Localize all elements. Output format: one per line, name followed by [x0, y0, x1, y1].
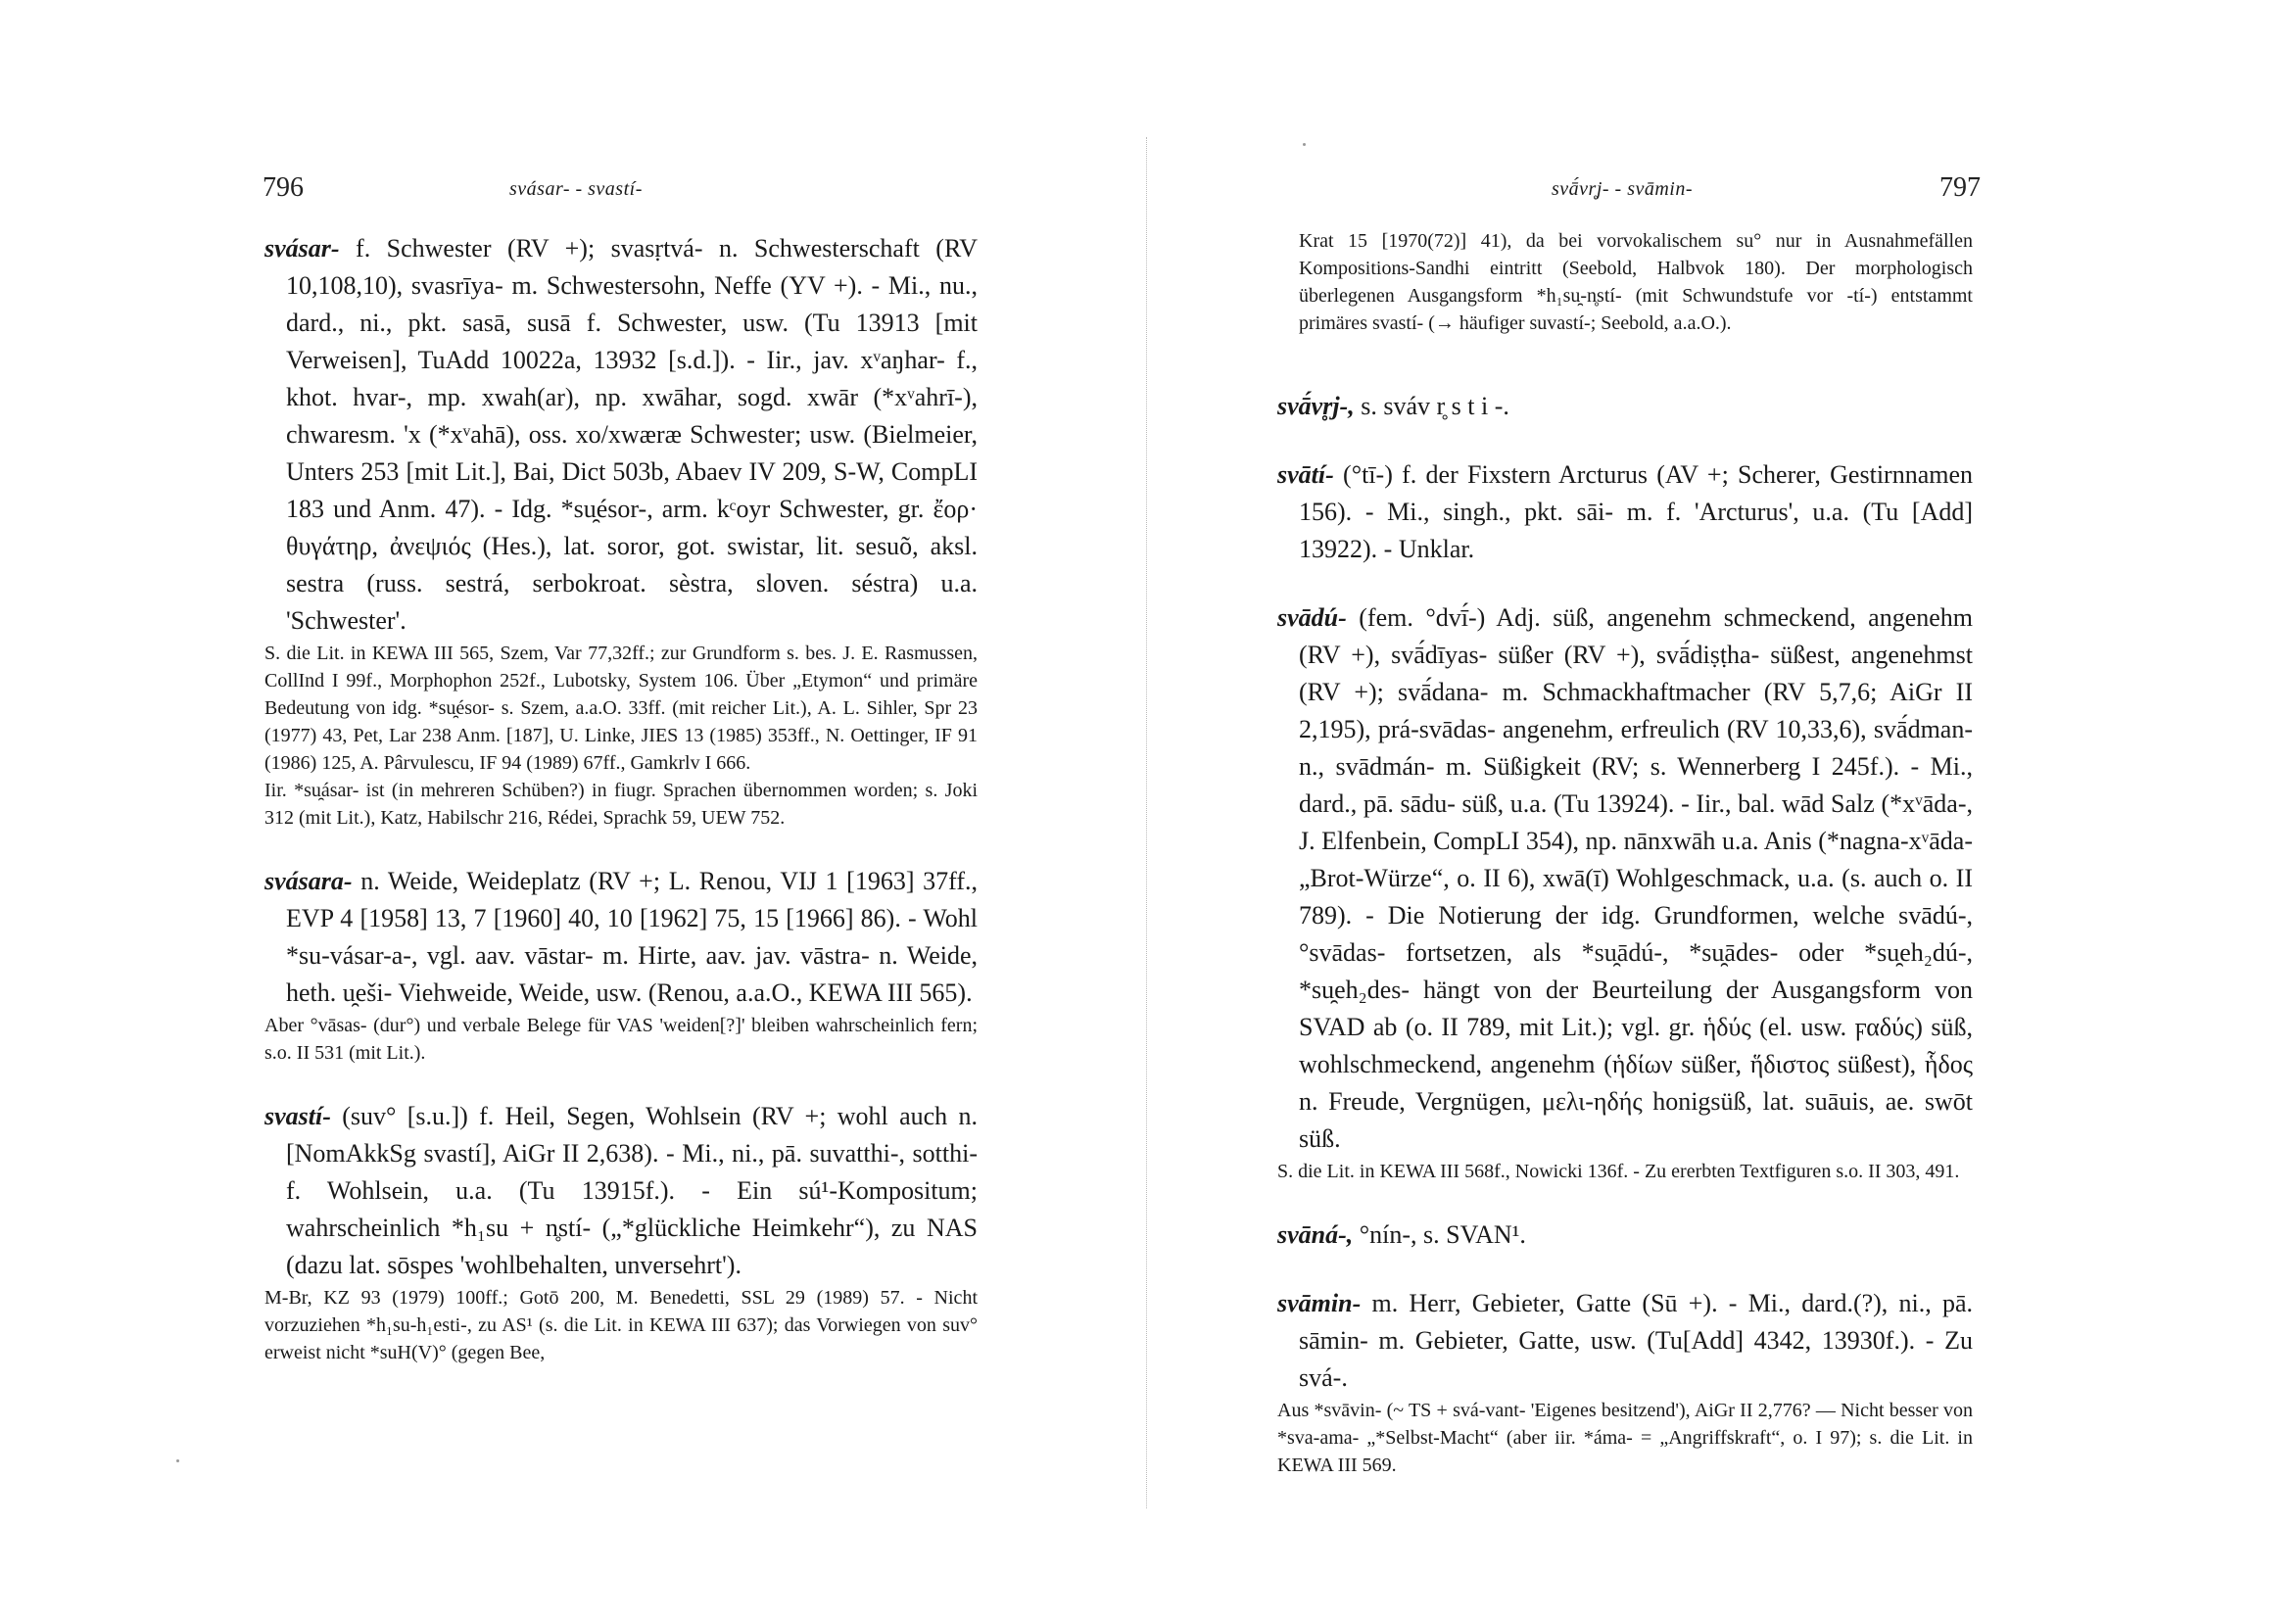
dictionary-entry	[1277, 1216, 1973, 1254]
right-page	[1160, 0, 2296, 1622]
dictionary-entry	[264, 863, 978, 1067]
headword: svātí-	[1277, 460, 1334, 489]
entry-body: °nín-, s. SVAN¹.	[1359, 1220, 1526, 1249]
entry-note: M-Br, KZ 93 (1979) 100ff.; Gotō 200, M. Benedetti, SSL 29 (1989) 57. - Nicht vorzuziehen *h₁su-h₁esti-, zu AS¹ (s. die Lit. in KEWA III 637); das Vorwiegen von suv° erweist nicht *suH(V)° (gegen Bee,	[264, 1287, 978, 1363]
entry-note: S. die Lit. in KEWA III 565, Szem, Var 77,32ff.; zur Grundform s. bes. J. E. Rasmussen, CollInd I 99f., Morphophon 252f., Lubotsky, System 106. Über „Etymon“ und primäre Bedeutung von idg. *su̯ésor- s. Szem, a.a.O. 33ff. (mit reicher Lit.), A. L. Sihler, Spr 23 (1977) 43, Pet, Lar 238 Anm. [187], U. Linke, JIES 13 (1985) 353ff., N. Oettinger, IF 91 (1986) 125, A. Pârvulescu, IF 94 (1989) 67ff., Gamkrlv I 666.	[264, 643, 978, 774]
dictionary-entry	[1277, 1285, 1973, 1479]
dictionary-entry	[1277, 388, 1973, 425]
dictionary-entry	[1277, 599, 1973, 1185]
headword: svásara-	[264, 867, 353, 895]
page-number: 797	[1939, 172, 1981, 203]
entry-body: (fem. °dvī́-) Adj. süß, angenehm schmeckend, angenehm (RV +), svā́dīyas- süßer (RV +), svā́diṣṭha- süßest, angenehmst (RV +); svā́dana- m. Schmackhaftmacher (RV 5,7,6; AiGr II 2,195), prá-svādas- angenehm, erfreulich (RV 10,33,6), svā́dman- n., svādmán- m. Süßigkeit (RV; s. Wennerberg I 245f.). - Mi., dard., pā. sādu- süß, u.a. (Tu 13924). - Iir., bal. wād Salz (*xᵛāda-, J. Elfenbein, CompLI 354), np. nānxwāh u.a. Anis (*nagna-xᵛāda- „Brot-Würze“, o. II 6), xwā(ī) Wohlgeschmack, u.a. (s. auch o. II 789). - Die Notierung der idg. Grundformen, welche svādú-, °svādas- fortsetzen, als *su̯ādú-, *su̯ādes- oder *su̯eh₂dú-, *su̯eh₂des- hängt von der Beurteilung der Ausgangsform von SVAD ab (o. II 789, mit Lit.); vgl. gr. ἡδύς (el. usw. ϝαδύς) süß, wohlschmeckend, angenehm (ἡδίων süßer, ἥδιστος süßest), ἧδος n. Freude, Vergnügen, μελι-ηδής honigsüß, lat. suāuis, ae. swōt süß.	[1299, 603, 1974, 1153]
entry-body: (°tī-) f. der Fixstern Arcturus (AV +; Scherer, Gestirnnamen 156). - Mi., singh., pkt. sāi- m. f. 'Arcturus', u.a. (Tu [Add] 13922). - Unklar.	[1299, 460, 1974, 563]
entry-body: (suv° [s.u.]) f. Heil, Segen, Wohlsein (RV +; wohl auch n. [NomAkkSg svastí], AiGr II 2,638). - Mi., ni., pā. suvatthi-, sotthi- f. Wohlsein, u.a. (Tu 13915f.). - Ein sú¹-Kompositum; wahrscheinlich *h₁su + n̥stí- („*glückliche Heimkehr“), zu NAS (dazu lat. sōspes 'wohlbehalten, unversehrt').	[286, 1102, 978, 1279]
running-header: svásar- - svastí-	[509, 178, 643, 200]
dictionary-entry	[264, 1098, 978, 1366]
entry-note: Aus *svāvin- (~ TS + svá-vant- 'Eigenes besitzend'), AiGr II 2,776? — Nicht besser von *sva-ama- „*Selbst-Macht“ (aber iir. *áma- = „Angriffskraft“, o. I 97); s. die Lit. in KEWA III 569.	[1277, 1400, 1973, 1476]
headword: svāmin-	[1277, 1289, 1362, 1317]
entry-body: s. sváv r̥ s t i -.	[1361, 392, 1509, 420]
entry-body: f. Schwester (RV +); svasṛtvá- n. Schwesterschaft (RV 10,108,10), svasrīya- m. Schwestersohn, Neffe (YV +). - Mi., nu., dard., ni., pkt. sasā, susā f. Schwester, usw. (Tu 13913 [mit Verweisen], TuAdd 10022a, 13932 [s.d.]). - Iir., jav. xᵛaŋhar- f., khot. hvar-, mp. xwah(ar), np. xwāhar, sogd. xwār (*xᵛahrī-), chwaresm. 'x (*xᵛahā), oss. xo/xwæræ Schwester; usw. (Bielmeier, Unters 253 [mit Lit.], Bai, Dict 503b, Abaev IV 209, S-W, CompLI 183 und Anm. 47). - Idg. *su̯ésor-, arm. kᶜoyr Schwester, gr. ἔορ· θυγάτηρ, ἀνεψιός (Hes.), lat. soror, got. swistar, lit. sesuõ, aksl. sestra (russ. sestrá, serbokroat. sèstra, sloven. séstra) u.a. 'Schwester'.	[286, 234, 979, 635]
page-number: 796	[263, 172, 304, 203]
headword: svādú-	[1277, 603, 1347, 632]
entry-body: m. Herr, Gebieter, Gatte (Sū +). - Mi., dard.(?), ni., pā. sāmin- m. Gebieter, Gatte, usw. (Tu[Add] 4342, 13930f.). - Zu svá-.	[1299, 1289, 1974, 1392]
headword: svā́vr̥j-,	[1277, 392, 1355, 420]
book-gutter	[1146, 137, 1147, 1508]
entry-note: Iir. *su̯ásar- ist (in mehreren Schüben?) in fiugr. Sprachen übernommen worden; s. Joki 312 (mit Lit.), Katz, Habilschr 216, Rédei, Sprachk 59, UEW 752.	[264, 780, 978, 829]
left-column	[264, 230, 978, 1366]
entry-body: n. Weide, Weideplatz (RV +; L. Renou, VIJ 1 [1963] 37ff., EVP 4 [1958] 13, 7 [1960] 40, 10 [1962] 75, 15 [1966] 86). - Wohl *su-vásar-a-, vgl. aav. vāstar- m. Hirte, aav. jav. vāstra- n. Weide, heth. u̯eši- Viehweide, Weide, usw. (Renou, a.a.O., KEWA III 565).	[286, 867, 978, 1007]
headword: svastí-	[264, 1102, 331, 1130]
dictionary-entry	[264, 230, 978, 832]
entry-note: Aber °vāsas- (dur°) und verbale Belege für VAS 'weiden[?]' bleiben wahrscheinlich fern; s.o. II 531 (mit Lit.).	[264, 1015, 978, 1064]
running-header: svā́vr̥j- - svāmin-	[1552, 178, 1694, 200]
headword: svāná-,	[1277, 1220, 1354, 1249]
left-page	[0, 0, 1136, 1622]
entry-note: S. die Lit. in KEWA III 568f., Nowicki 136f. - Zu ererbten Textfiguren s.o. II 303, 491.	[1277, 1161, 1960, 1182]
continued-note: Krat 15 [1970(72)] 41), da bei vorvokalischem su° nur in Ausnahmefällen Kompositions-Sandhi eintritt (Seebold, Halbvok 180). Der morphologisch überlegenen Ausgangsform *h₁su̯-n̥stí- (mit Schwundstufe vor -tí-) entstammt primäres svastí- (→ häufiger suvastí-; Seebold, a.a.O.).	[1299, 230, 1973, 334]
headword: svásar-	[264, 234, 340, 262]
right-column	[1277, 227, 1973, 1479]
dictionary-entry	[1277, 456, 1973, 568]
